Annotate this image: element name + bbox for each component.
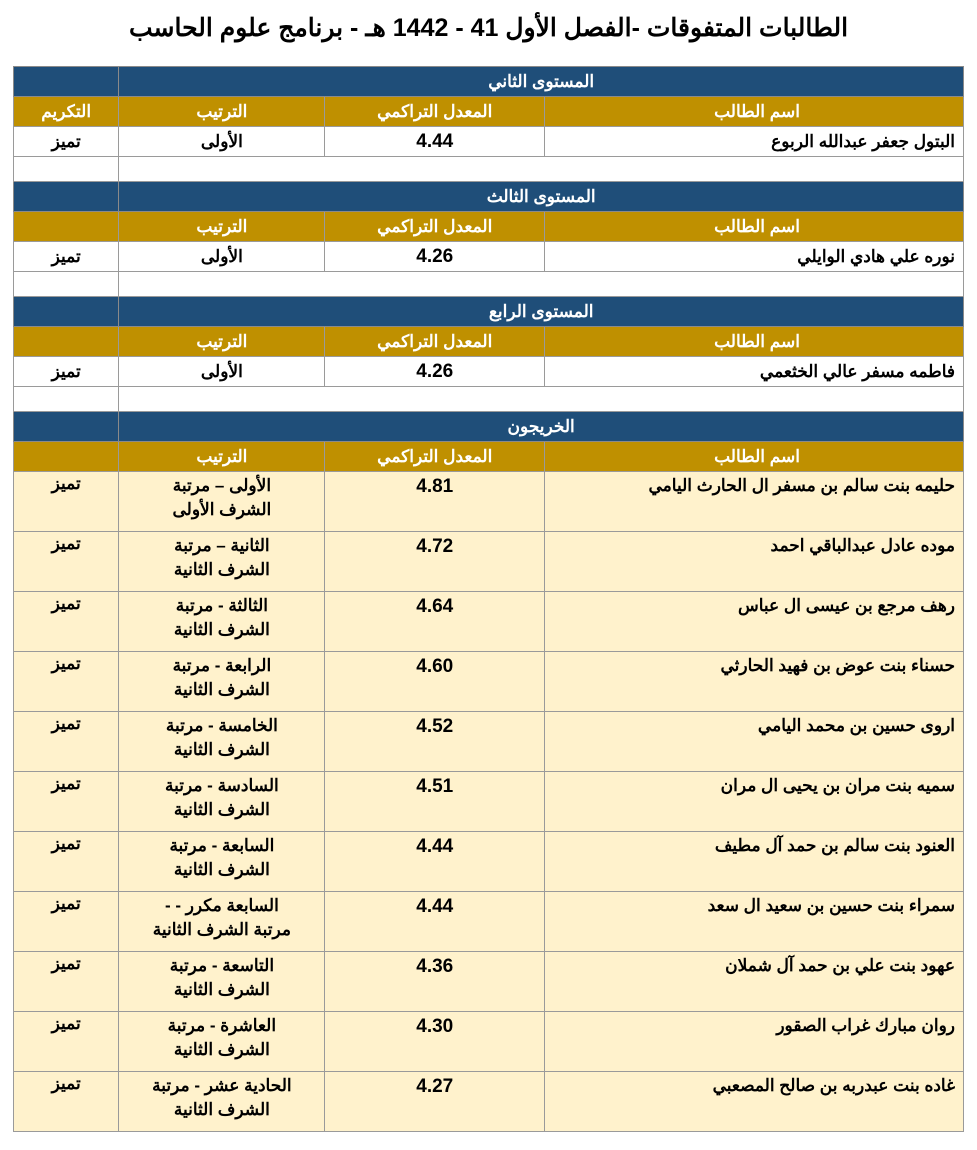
rank-line-1: الحادية عشر - مرتبة — [152, 1076, 292, 1095]
student-row — [14, 357, 964, 387]
student-gpa: 4.44 — [325, 127, 545, 157]
header-rank: الترتيب — [119, 327, 325, 357]
header-gpa: المعدل التراكمي — [325, 327, 545, 357]
graduate-gpa: 4.81 — [325, 472, 545, 532]
student-name: البتول جعفر عبدالله الربوع — [545, 127, 964, 157]
header-student-name: اسم الطالب — [545, 212, 964, 242]
spacer-cell — [14, 157, 119, 182]
graduate-rank — [119, 772, 325, 832]
student-row — [14, 242, 964, 272]
header-gpa: المعدل التراكمي — [325, 212, 545, 242]
graduate-rank — [119, 652, 325, 712]
graduate-name: غاده بنت عبدربه بن صالح المصعبي — [545, 1072, 964, 1132]
graduate-honor: تميز — [14, 652, 119, 712]
student-gpa: 4.26 — [325, 357, 545, 387]
graduate-row — [14, 712, 964, 772]
graduate-row — [14, 1072, 964, 1132]
rank-line-1: الثالثة - مرتبة — [175, 596, 268, 615]
student-row — [14, 127, 964, 157]
graduate-gpa: 4.52 — [325, 712, 545, 772]
graduate-rank — [119, 1072, 325, 1132]
rank-line-1: السابعة - مرتبة — [169, 836, 275, 855]
student-rank: الأولى — [119, 127, 325, 157]
graduate-rank — [119, 712, 325, 772]
rank-line-1: الأولى – مرتبة — [172, 476, 272, 495]
column-header-row — [14, 212, 964, 242]
graduate-name: روان مبارك غراب الصقور — [545, 1012, 964, 1072]
level-title-corner — [14, 67, 119, 97]
header-student-name: اسم الطالب — [545, 327, 964, 357]
graduate-gpa: 4.30 — [325, 1012, 545, 1072]
level-title-row — [14, 182, 964, 212]
graduate-name: عهود بنت علي بن حمد آل شملان — [545, 952, 964, 1012]
graduate-honor: تميز — [14, 892, 119, 952]
rank-line-2: الشرف الثانية — [173, 620, 270, 639]
rank-line-2: الشرف الثانية — [173, 1100, 270, 1119]
rank-line-1: الخامسة - مرتبة — [165, 716, 278, 735]
spacer-cell — [14, 272, 119, 297]
header-honor — [14, 212, 119, 242]
graduate-name: حسناء بنت عوض بن فهيد الحارثي — [545, 652, 964, 712]
rank-line-1: الرابعة - مرتبة — [172, 656, 272, 675]
graduate-name: سميه بنت مران بن يحيى ال مران — [545, 772, 964, 832]
student-name: نوره علي هادي الوايلي — [545, 242, 964, 272]
level-title-row — [14, 412, 964, 442]
graduate-row — [14, 1012, 964, 1072]
page-title: الطالبات المتفوقات -الفصل الأول 41 - 1442 هـ - برنامج علوم الحاسب — [128, 14, 849, 42]
graduate-gpa: 4.72 — [325, 532, 545, 592]
level-title-corner — [14, 412, 119, 442]
spacer-cell — [14, 387, 119, 412]
rank-line-2: مرتبة الشرف الثانية — [152, 920, 291, 939]
graduate-row — [14, 832, 964, 892]
graduate-row — [14, 952, 964, 1012]
header-rank: الترتيب — [119, 97, 325, 127]
spacer-cell — [119, 157, 964, 182]
graduate-rank — [119, 892, 325, 952]
graduate-honor: تميز — [14, 592, 119, 652]
graduate-honor: تميز — [14, 1012, 119, 1072]
graduate-gpa: 4.64 — [325, 592, 545, 652]
student-honor: تميز — [14, 242, 119, 272]
spacer-cell — [119, 387, 964, 412]
graduate-rank — [119, 592, 325, 652]
spacer-cell — [119, 272, 964, 297]
header-gpa: المعدل التراكمي — [325, 442, 545, 472]
graduate-gpa: 4.27 — [325, 1072, 545, 1132]
column-header-row — [14, 442, 964, 472]
level-title: المستوى الرابع — [119, 297, 964, 327]
graduate-name: رهف مرجع بن عيسى ال عباس — [545, 592, 964, 652]
student-honor: تميز — [14, 357, 119, 387]
graduate-name: موده عادل عبدالباقي احمد — [545, 532, 964, 592]
graduate-honor: تميز — [14, 952, 119, 1012]
honors-table — [13, 66, 964, 1132]
level-title: المستوى الثاني — [119, 67, 964, 97]
graduate-gpa: 4.60 — [325, 652, 545, 712]
student-rank: الأولى — [119, 357, 325, 387]
graduate-rank — [119, 472, 325, 532]
spacer-row — [14, 387, 964, 412]
level-title-corner — [14, 297, 119, 327]
graduate-rank — [119, 832, 325, 892]
graduate-rank — [119, 532, 325, 592]
header-rank: الترتيب — [119, 442, 325, 472]
graduate-row — [14, 892, 964, 952]
graduate-name: اروى حسين بن محمد اليامي — [545, 712, 964, 772]
spacer-row — [14, 157, 964, 182]
honors-sheet — [13, 66, 964, 1132]
table-body — [14, 67, 964, 1132]
graduate-gpa: 4.44 — [325, 832, 545, 892]
graduate-honor: تميز — [14, 832, 119, 892]
header-honor: التكريم — [14, 97, 119, 127]
spacer-row — [14, 272, 964, 297]
graduate-row — [14, 652, 964, 712]
graduate-honor: تميز — [14, 532, 119, 592]
graduate-honor: تميز — [14, 772, 119, 832]
graduate-name: حليمه بنت سالم بن مسفر ال الحارث اليامي — [545, 472, 964, 532]
rank-line-1: الثانية – مرتبة — [174, 536, 270, 555]
rank-line-2: الشرف الثانية — [173, 680, 270, 699]
rank-line-2: الشرف الأولى — [172, 500, 272, 519]
graduate-name: العنود بنت سالم بن حمد آل مطيف — [545, 832, 964, 892]
header-student-name: اسم الطالب — [545, 442, 964, 472]
rank-line-2: الشرف الثانية — [173, 560, 270, 579]
header-student-name: اسم الطالب — [545, 97, 964, 127]
student-honor: تميز — [14, 127, 119, 157]
student-rank: الأولى — [119, 242, 325, 272]
student-gpa: 4.26 — [325, 242, 545, 272]
graduate-honor: تميز — [14, 1072, 119, 1132]
rank-line-1: العاشرة - مرتبة — [167, 1016, 277, 1035]
graduate-gpa: 4.51 — [325, 772, 545, 832]
rank-line-2: الشرف الثانية — [173, 1040, 270, 1059]
header-gpa: المعدل التراكمي — [325, 97, 545, 127]
header-honor — [14, 442, 119, 472]
rank-line-2: الشرف الثانية — [173, 740, 270, 759]
graduate-gpa: 4.36 — [325, 952, 545, 1012]
graduate-gpa: 4.44 — [325, 892, 545, 952]
rank-line-2: الشرف الثانية — [173, 980, 270, 999]
student-name: فاطمه مسفر عالي الخثعمي — [545, 357, 964, 387]
level-title: الخريجون — [119, 412, 964, 442]
header-honor — [14, 327, 119, 357]
level-title-row — [14, 67, 964, 97]
level-title: المستوى الثالث — [119, 182, 964, 212]
graduate-honor: تميز — [14, 712, 119, 772]
level-title-row — [14, 297, 964, 327]
column-header-row — [14, 97, 964, 127]
rank-line-2: الشرف الثانية — [173, 800, 270, 819]
level-title-corner — [14, 182, 119, 212]
column-header-row — [14, 327, 964, 357]
rank-line-2: الشرف الثانية — [173, 860, 270, 879]
graduate-row — [14, 472, 964, 532]
graduate-rank — [119, 952, 325, 1012]
graduate-honor: تميز — [14, 472, 119, 532]
header-rank: الترتيب — [119, 212, 325, 242]
rank-line-1: السادسة - مرتبة — [165, 776, 279, 795]
graduate-rank — [119, 1012, 325, 1072]
graduate-name: سمراء بنت حسين بن سعيد ال سعد — [545, 892, 964, 952]
rank-line-1: التاسعة - مرتبة — [169, 956, 275, 975]
rank-line-1: السابعة مكرر - - — [164, 896, 279, 915]
graduate-row — [14, 532, 964, 592]
graduate-row — [14, 772, 964, 832]
graduate-row — [14, 592, 964, 652]
